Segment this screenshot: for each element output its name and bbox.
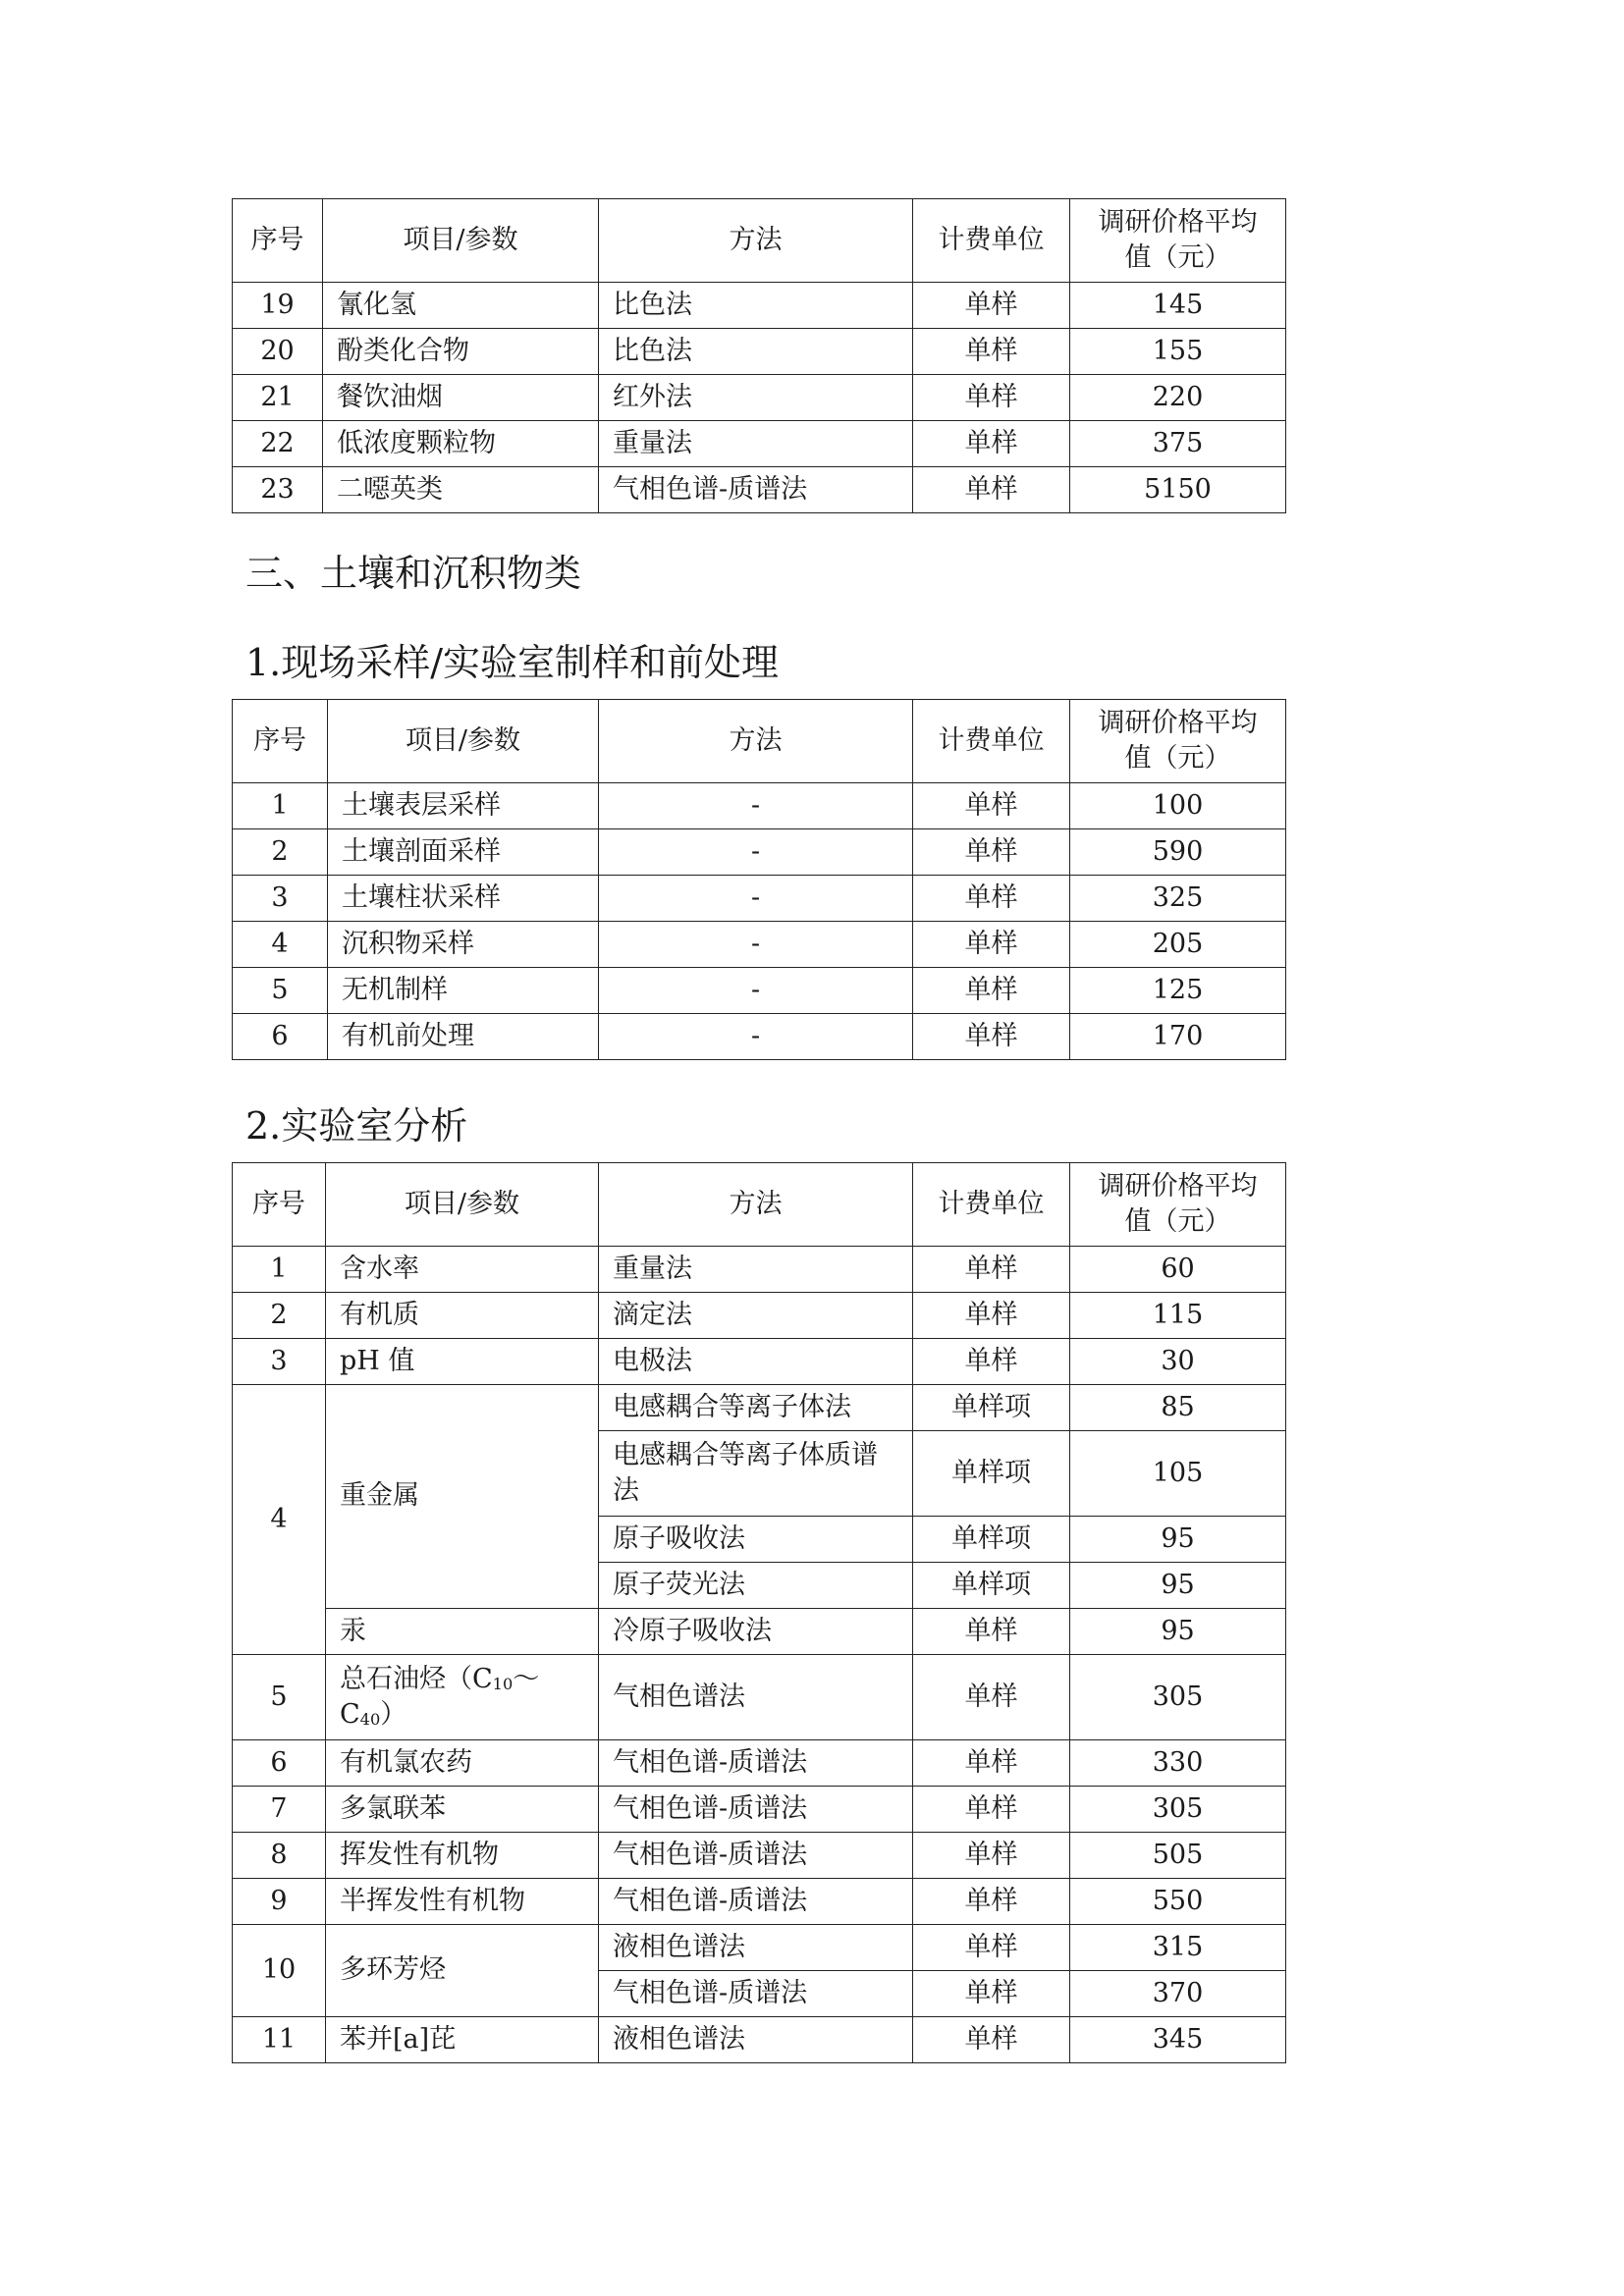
cell-price: 145 <box>1070 283 1286 329</box>
cell-unit: 单样 <box>913 283 1070 329</box>
cell-unit: 单样 <box>913 329 1070 375</box>
cell-unit: 单样 <box>913 1247 1070 1293</box>
cell-method: 电感耦合等离子体质谱法 <box>599 1431 913 1517</box>
header-no: 序号 <box>233 199 323 283</box>
cell-unit: 单样项 <box>913 1431 1070 1517</box>
cell-price: 155 <box>1070 329 1286 375</box>
cell-unit: 单样 <box>913 1925 1070 1971</box>
cell-method: 比色法 <box>599 329 913 375</box>
header-method: 方法 <box>599 199 913 283</box>
cell-unit: 单样 <box>913 783 1070 829</box>
table-lab-analysis <box>232 1162 1286 2063</box>
cell-item: 无机制样 <box>328 968 599 1014</box>
cell-method: - <box>599 829 913 876</box>
table-header-row <box>233 700 1286 783</box>
cell-method: 气相色谱-质谱法 <box>599 1971 913 2017</box>
header-item: 项目/参数 <box>328 700 599 783</box>
table-row <box>233 1740 1286 1787</box>
cell-no: 10 <box>233 1925 326 2017</box>
cell-method: - <box>599 876 913 922</box>
cell-method: 红外法 <box>599 375 913 421</box>
header-unit: 计费单位 <box>913 700 1070 783</box>
cell-method: 气相色谱-质谱法 <box>599 1740 913 1787</box>
cell-item: 低浓度颗粒物 <box>323 421 599 467</box>
table-row <box>233 1879 1286 1925</box>
header-method: 方法 <box>599 700 913 783</box>
cell-method: 滴定法 <box>599 1293 913 1339</box>
cell-price: 170 <box>1070 1014 1286 1060</box>
cell-no: 6 <box>233 1740 326 1787</box>
cell-no: 8 <box>233 1833 326 1879</box>
cell-unit: 单样 <box>913 1014 1070 1060</box>
subscript: 40 <box>359 1710 381 1729</box>
cell-unit: 单样 <box>913 1293 1070 1339</box>
cell-item: 重金属 <box>326 1385 599 1609</box>
cell-price: 325 <box>1070 876 1286 922</box>
cell-item: 土壤剖面采样 <box>328 829 599 876</box>
cell-item: 有机氯农药 <box>326 1740 599 1787</box>
cell-no: 11 <box>233 2017 326 2063</box>
cell-price: 330 <box>1070 1740 1286 1787</box>
cell-price: 5150 <box>1070 467 1286 513</box>
cell-unit: 单样 <box>913 1833 1070 1879</box>
cell-item: 土壤柱状采样 <box>328 876 599 922</box>
item-text: ～C <box>340 1663 540 1730</box>
cell-no: 4 <box>233 1385 326 1655</box>
table-row <box>233 329 1286 375</box>
cell-unit: 单样 <box>913 968 1070 1014</box>
cell-unit: 单样 <box>913 1971 1070 2017</box>
cell-price: 100 <box>1070 783 1286 829</box>
cell-method: 气相色谱-质谱法 <box>599 1879 913 1925</box>
cell-no: 4 <box>233 922 328 968</box>
table-row <box>233 1925 1286 1971</box>
cell-price: 220 <box>1070 375 1286 421</box>
cell-price: 30 <box>1070 1339 1286 1385</box>
cell-item: 二噁英类 <box>323 467 599 513</box>
cell-method: 重量法 <box>599 1247 913 1293</box>
cell-unit: 单样 <box>913 1655 1070 1740</box>
cell-price: 375 <box>1070 421 1286 467</box>
cell-item: 土壤表层采样 <box>328 783 599 829</box>
cell-price: 315 <box>1070 1925 1286 1971</box>
table-row <box>233 2017 1286 2063</box>
cell-unit: 单样 <box>913 1879 1070 1925</box>
header-item: 项目/参数 <box>323 199 599 283</box>
cell-no: 5 <box>233 1655 326 1740</box>
cell-item: 有机前处理 <box>328 1014 599 1060</box>
table-row <box>233 1655 1286 1740</box>
table-row <box>233 783 1286 829</box>
cell-no: 20 <box>233 329 323 375</box>
cell-price: 370 <box>1070 1971 1286 2017</box>
subscript: 10 <box>492 1674 514 1693</box>
table-air-continuation <box>232 198 1286 513</box>
cell-no: 1 <box>233 783 328 829</box>
cell-item: 半挥发性有机物 <box>326 1879 599 1925</box>
cell-item: 挥发性有机物 <box>326 1833 599 1879</box>
cell-no: 9 <box>233 1879 326 1925</box>
cell-price: 345 <box>1070 2017 1286 2063</box>
cell-method: - <box>599 922 913 968</box>
header-no: 序号 <box>233 1163 326 1247</box>
header-unit: 计费单位 <box>913 1163 1070 1247</box>
cell-price: 60 <box>1070 1247 1286 1293</box>
cell-method: 液相色谱法 <box>599 2017 913 2063</box>
cell-item: 餐饮油烟 <box>323 375 599 421</box>
cell-method: 气相色谱-质谱法 <box>599 1787 913 1833</box>
cell-method: 液相色谱法 <box>599 1925 913 1971</box>
table-row <box>233 467 1286 513</box>
item-text: ） <box>380 1699 407 1730</box>
cell-unit: 单样 <box>913 1787 1070 1833</box>
header-price: 调研价格平均值（元） <box>1070 1163 1286 1247</box>
table-row <box>233 1609 1286 1655</box>
header-item: 项目/参数 <box>326 1163 599 1247</box>
cell-no: 1 <box>233 1247 326 1293</box>
table-sampling <box>232 699 1286 1060</box>
cell-price: 590 <box>1070 829 1286 876</box>
cell-method: 气相色谱-质谱法 <box>599 1833 913 1879</box>
cell-price: 550 <box>1070 1879 1286 1925</box>
cell-unit: 单样 <box>913 829 1070 876</box>
cell-unit: 单样 <box>913 375 1070 421</box>
cell-unit: 单样 <box>913 876 1070 922</box>
table-row <box>233 1339 1286 1385</box>
cell-no: 6 <box>233 1014 328 1060</box>
cell-price: 95 <box>1070 1563 1286 1609</box>
cell-item: 汞 <box>326 1609 599 1655</box>
header-method: 方法 <box>599 1163 913 1247</box>
cell-unit: 单样 <box>913 1740 1070 1787</box>
cell-no: 3 <box>233 1339 326 1385</box>
cell-no: 22 <box>233 421 323 467</box>
cell-no: 19 <box>233 283 323 329</box>
cell-no: 3 <box>233 876 328 922</box>
cell-price: 85 <box>1070 1385 1286 1431</box>
cell-item: 多氯联苯 <box>326 1787 599 1833</box>
cell-method: 电极法 <box>599 1339 913 1385</box>
table-row <box>233 1247 1286 1293</box>
header-no: 序号 <box>233 700 328 783</box>
cell-item: 苯并[a]芘 <box>326 2017 599 2063</box>
table-row <box>233 1833 1286 1879</box>
table-header-row <box>233 1163 1286 1247</box>
cell-item: 多环芳烃 <box>326 1925 599 2017</box>
cell-no: 5 <box>233 968 328 1014</box>
table-row <box>233 922 1286 968</box>
cell-price: 205 <box>1070 922 1286 968</box>
cell-price: 305 <box>1070 1787 1286 1833</box>
table-row <box>233 421 1286 467</box>
cell-price: 505 <box>1070 1833 1286 1879</box>
cell-item: 有机质 <box>326 1293 599 1339</box>
cell-method: 电感耦合等离子体法 <box>599 1385 913 1431</box>
subsection-title-sampling: 1.现场采样/实验室制样和前处理 <box>245 641 780 684</box>
section-title-soil: 三、土壤和沉积物类 <box>245 552 582 595</box>
cell-price: 115 <box>1070 1293 1286 1339</box>
header-price: 调研价格平均值（元） <box>1070 700 1286 783</box>
cell-no: 23 <box>233 467 323 513</box>
cell-method: 原子吸收法 <box>599 1517 913 1563</box>
cell-price: 305 <box>1070 1655 1286 1740</box>
cell-method: 冷原子吸收法 <box>599 1609 913 1655</box>
table-row <box>233 829 1286 876</box>
table-row <box>233 1385 1286 1431</box>
cell-method: 重量法 <box>599 421 913 467</box>
cell-no: 2 <box>233 829 328 876</box>
cell-item: pH 值 <box>326 1339 599 1385</box>
cell-method: - <box>599 783 913 829</box>
table-row <box>233 968 1286 1014</box>
cell-unit: 单样 <box>913 2017 1070 2063</box>
cell-price: 125 <box>1070 968 1286 1014</box>
cell-method: - <box>599 968 913 1014</box>
cell-no: 7 <box>233 1787 326 1833</box>
header-unit: 计费单位 <box>913 199 1070 283</box>
cell-unit: 单样 <box>913 922 1070 968</box>
cell-unit: 单样 <box>913 467 1070 513</box>
cell-unit: 单样 <box>913 1339 1070 1385</box>
cell-method: - <box>599 1014 913 1060</box>
cell-method: 气相色谱法 <box>599 1655 913 1740</box>
cell-no: 2 <box>233 1293 326 1339</box>
cell-item: 氰化氢 <box>323 283 599 329</box>
cell-item: 酚类化合物 <box>323 329 599 375</box>
cell-unit: 单样项 <box>913 1385 1070 1431</box>
cell-unit: 单样 <box>913 1609 1070 1655</box>
cell-price: 95 <box>1070 1609 1286 1655</box>
cell-no: 21 <box>233 375 323 421</box>
item-text: 总石油烃（C <box>340 1663 493 1694</box>
cell-price: 105 <box>1070 1431 1286 1517</box>
table-row <box>233 1293 1286 1339</box>
table-row <box>233 876 1286 922</box>
cell-item: 含水率 <box>326 1247 599 1293</box>
cell-unit: 单样项 <box>913 1563 1070 1609</box>
table-row <box>233 283 1286 329</box>
cell-method: 原子荧光法 <box>599 1563 913 1609</box>
header-price: 调研价格平均值（元） <box>1070 199 1286 283</box>
cell-item: 沉积物采样 <box>328 922 599 968</box>
subsection-title-lab-analysis: 2.实验室分析 <box>245 1104 468 1148</box>
cell-unit: 单样 <box>913 421 1070 467</box>
cell-item <box>326 1655 599 1740</box>
cell-method: 比色法 <box>599 283 913 329</box>
cell-price: 95 <box>1070 1517 1286 1563</box>
table-row <box>233 1014 1286 1060</box>
table-row <box>233 1787 1286 1833</box>
table-row <box>233 375 1286 421</box>
cell-unit: 单样项 <box>913 1517 1070 1563</box>
table-header-row <box>233 199 1286 283</box>
cell-method: 气相色谱-质谱法 <box>599 467 913 513</box>
